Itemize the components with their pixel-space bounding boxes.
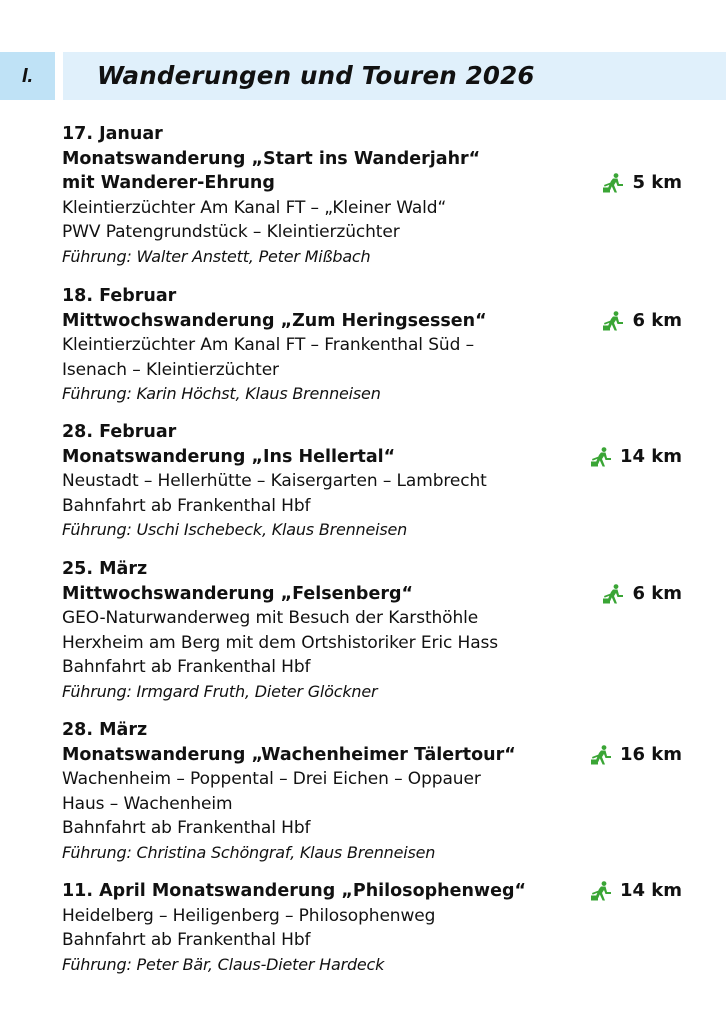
hike-entry bbox=[62, 557, 692, 704]
hike-route: PWV Patengrundstück – Kleintierzüchter bbox=[62, 222, 400, 242]
hike-date: 25. März bbox=[62, 559, 148, 579]
hike-date: 18. Februar bbox=[62, 286, 177, 306]
hike-title bbox=[62, 445, 692, 470]
hike-route: Kleintierzüchter Am Kanal FT – „Kleiner Wald“ bbox=[62, 197, 447, 218]
hike-title bbox=[62, 743, 692, 768]
distance-value: 5 km bbox=[632, 172, 682, 193]
hike-title bbox=[62, 879, 692, 904]
hiker-icon bbox=[602, 311, 624, 331]
hike-guide: Führung: Peter Bär, Claus-Dieter Hardeck bbox=[62, 954, 385, 974]
hike-entry bbox=[62, 420, 692, 543]
hiker-icon bbox=[590, 881, 612, 901]
hike-route: Neustadt – Hellerhütte – Kaisergarten – Lambrecht bbox=[62, 471, 487, 491]
hike-route: Bahnfahrt ab Frankenthal Hbf bbox=[62, 930, 311, 950]
distance-value: 6 km bbox=[632, 309, 682, 331]
hike-route: Haus – Wachenheim bbox=[62, 793, 233, 814]
distance-value: 14 km bbox=[619, 445, 682, 467]
hike-title bbox=[62, 171, 692, 196]
section-title-bar bbox=[63, 52, 726, 100]
hike-route: Wachenheim – Poppental – Drei Eichen – Oppauer bbox=[62, 769, 481, 789]
hike-guide: Führung: Irmgard Fruth, Dieter Glöckner bbox=[62, 681, 378, 701]
hike-guide: Führung: Walter Anstett, Peter Mißbach bbox=[62, 246, 371, 266]
hike-title bbox=[62, 582, 692, 607]
hiker-icon bbox=[602, 173, 624, 193]
hike-entry bbox=[62, 122, 692, 269]
hike-date: 28. Februar bbox=[62, 422, 177, 442]
hiker-icon bbox=[602, 584, 624, 604]
hike-title-text: Mittwochswanderung „Zum Heringsessen“ bbox=[62, 310, 487, 331]
hike-title-text: Monatswanderung „Ins Hellertal“ bbox=[62, 446, 396, 467]
section-title: Wanderungen und Touren 2026 bbox=[97, 61, 535, 90]
distance-value: 16 km bbox=[619, 743, 682, 765]
hike-date: 17. Januar bbox=[62, 124, 163, 144]
hike-entry bbox=[62, 718, 692, 865]
hike-route: Herxheim am Berg mit dem Ortshistoriker Eric Hass bbox=[62, 632, 499, 653]
hike-route: GEO-Naturwanderweg mit Besuch der Karsthöhle bbox=[62, 608, 479, 628]
hike-title-text: Monatswanderung „Wachenheimer Tälertour“ bbox=[62, 744, 516, 765]
hike-distance bbox=[590, 879, 682, 904]
hike-title: Monatswanderung „Start ins Wanderjahr“ bbox=[62, 148, 481, 169]
distance-value: 6 km bbox=[632, 582, 682, 604]
hike-title bbox=[62, 309, 692, 334]
hike-guide: Führung: Uschi Ischebeck, Klaus Brenneisen bbox=[62, 520, 408, 539]
section-header bbox=[0, 52, 726, 100]
hike-distance bbox=[590, 445, 682, 470]
hike-entry bbox=[62, 879, 692, 977]
hike-route: Heidelberg – Heiligenberg – Philosophenweg bbox=[62, 905, 436, 926]
hike-route: Bahnfahrt ab Frankenthal Hbf bbox=[62, 818, 311, 838]
hike-distance bbox=[602, 171, 682, 196]
hike-guide: Führung: Karin Höchst, Klaus Brenneisen bbox=[62, 384, 381, 403]
hike-distance bbox=[602, 309, 682, 334]
hike-distance bbox=[590, 743, 682, 768]
hike-title-text: Mittwochswanderung „Felsenberg“ bbox=[62, 583, 413, 604]
chapter-number: I. bbox=[0, 52, 55, 100]
hike-route: Isenach – Kleintierzüchter bbox=[62, 359, 279, 380]
hike-guide: Führung: Christina Schöngraf, Klaus Brenneisen bbox=[62, 842, 436, 862]
hike-title-text: mit Wanderer-Ehrung bbox=[62, 173, 275, 193]
hike-entry bbox=[62, 284, 692, 407]
hiker-icon bbox=[590, 447, 612, 467]
distance-value: 14 km bbox=[619, 880, 682, 901]
hike-route: Kleintierzüchter Am Kanal FT – Frankenthal Süd – bbox=[62, 335, 474, 355]
hike-distance bbox=[602, 582, 682, 607]
hike-route: Bahnfahrt ab Frankenthal Hbf bbox=[62, 657, 311, 677]
hike-route: Bahnfahrt ab Frankenthal Hbf bbox=[62, 495, 311, 516]
hike-date: 28. März bbox=[62, 720, 148, 740]
hiker-icon bbox=[590, 745, 612, 765]
hike-title-text: 11. April Monatswanderung „Philosophenweg“ bbox=[62, 881, 526, 901]
